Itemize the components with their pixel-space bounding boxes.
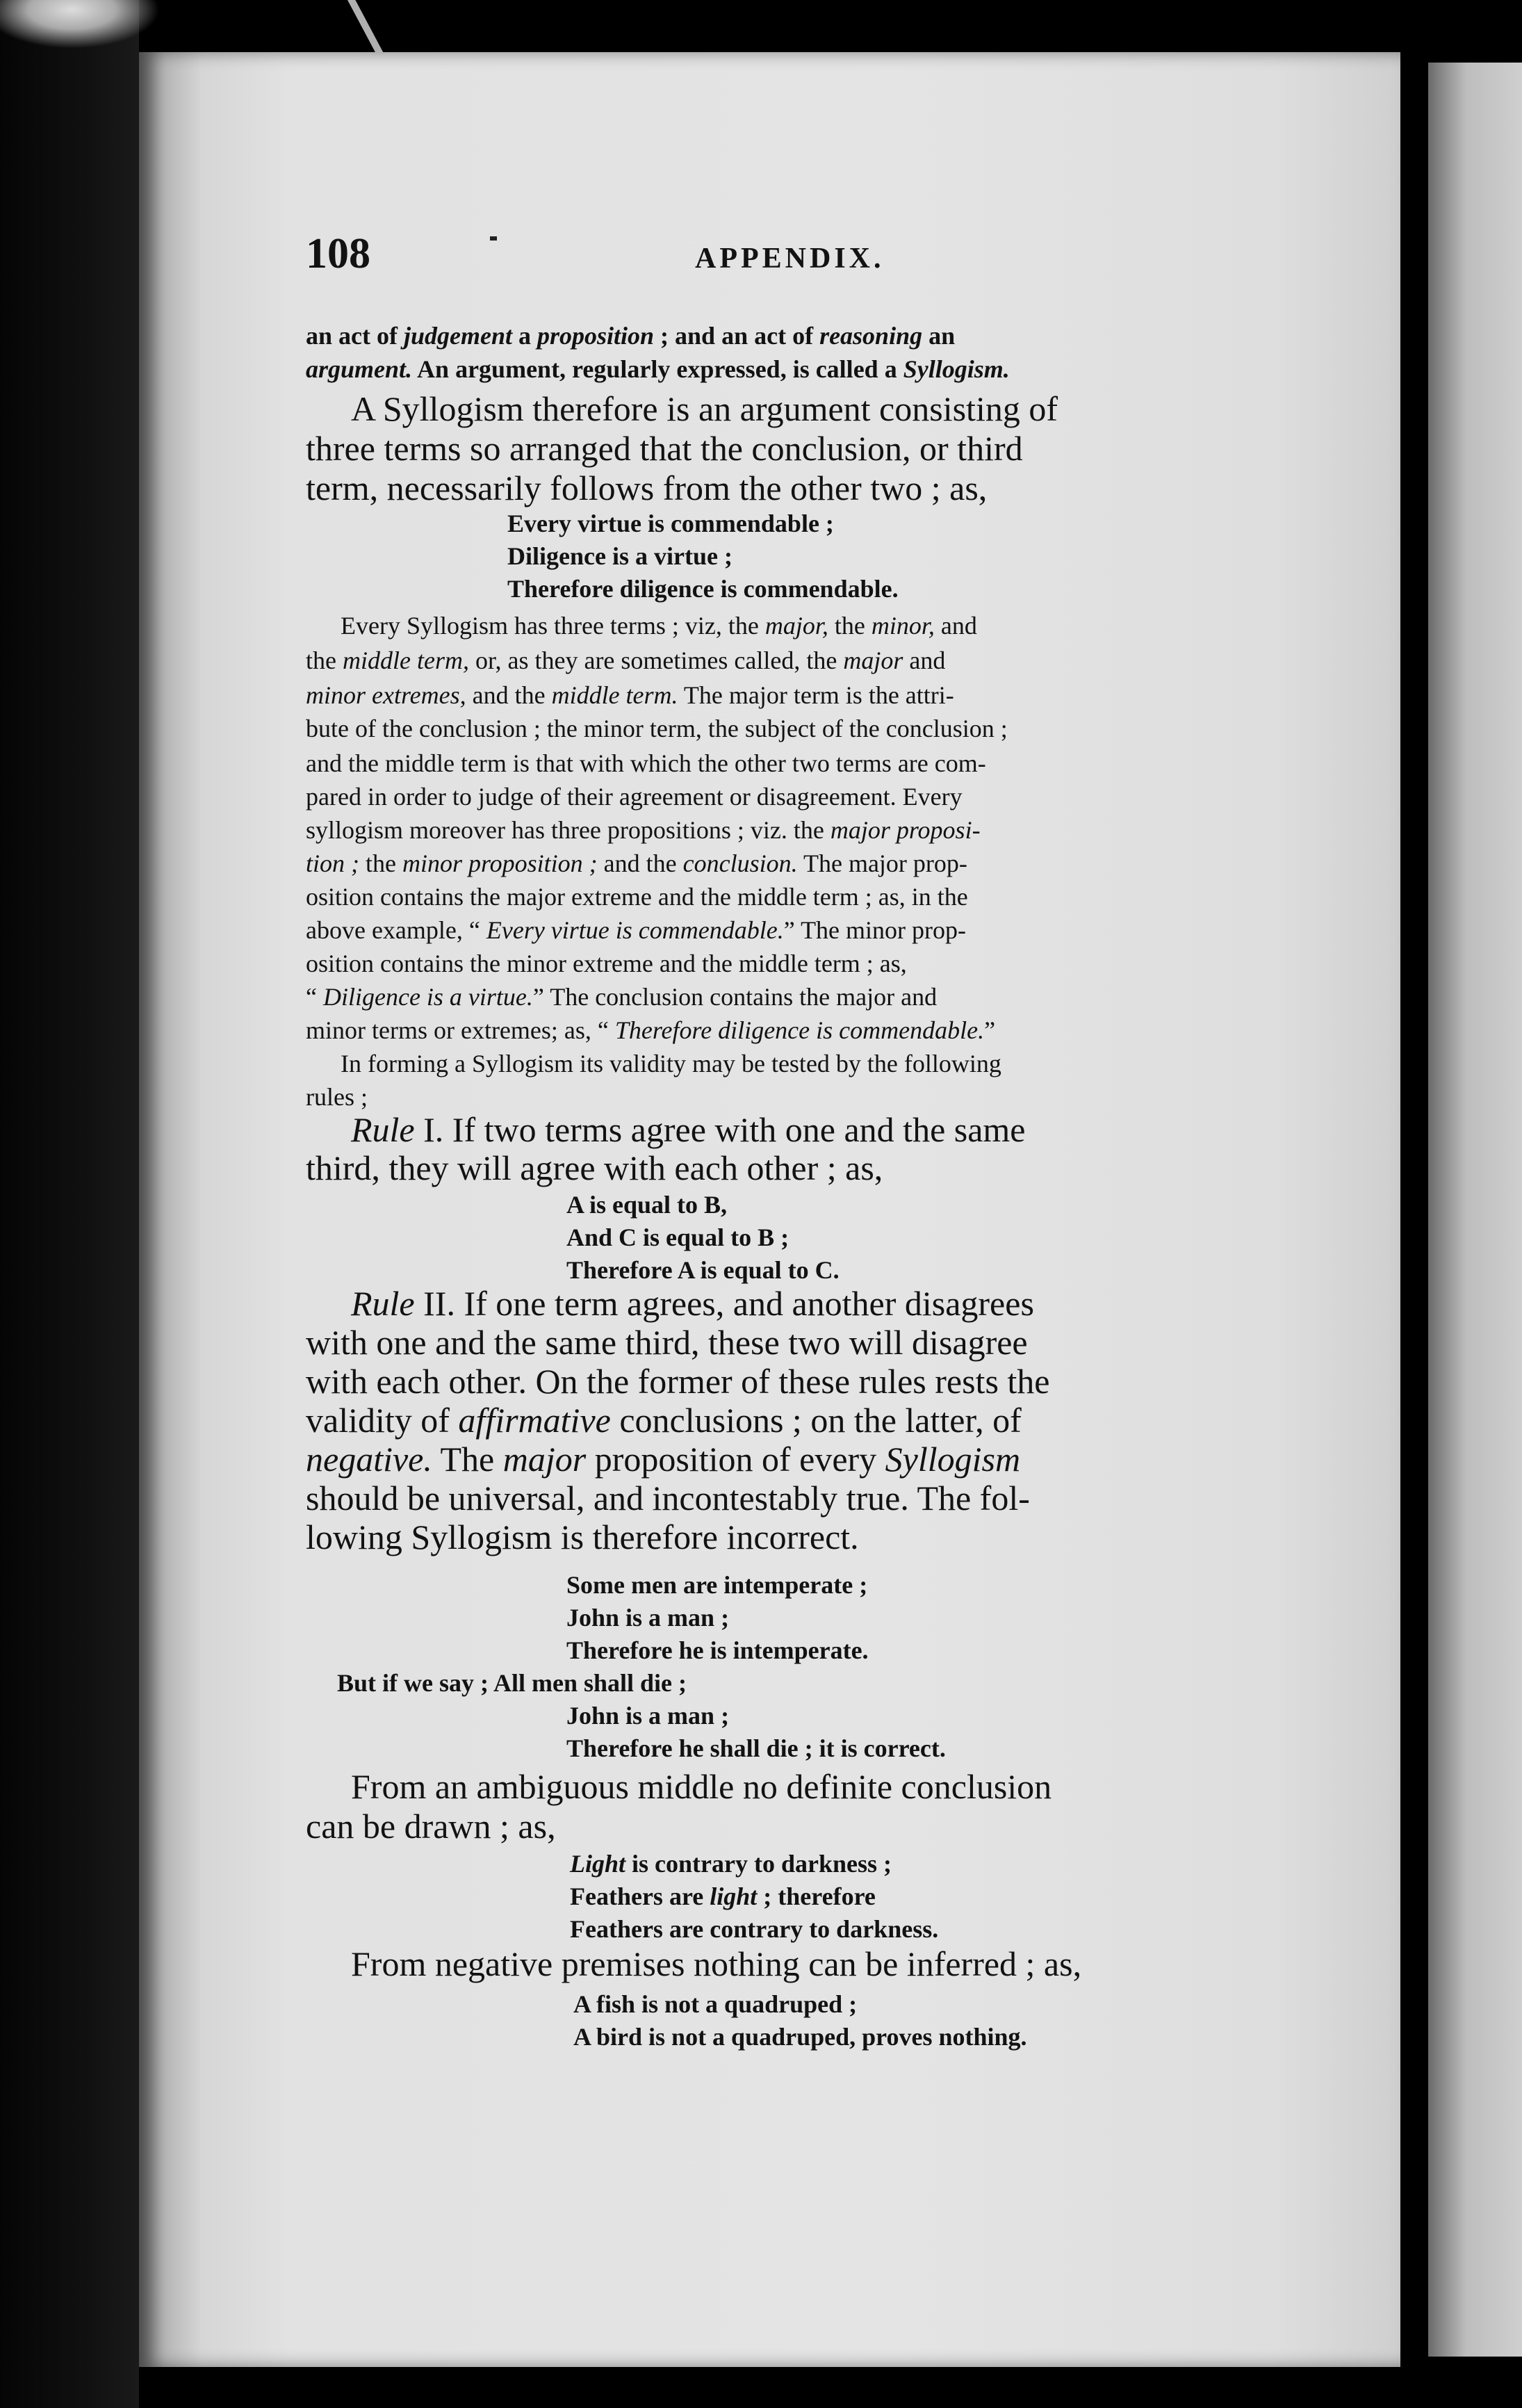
- text-segment: Therefore he is intemperate.: [566, 1636, 869, 1664]
- italic-text: Syllogism: [885, 1440, 1021, 1479]
- example-line: [507, 576, 899, 601]
- italic-text: major,: [764, 612, 828, 640]
- text-segment: I. If two terms agree with one and the same: [414, 1110, 1026, 1149]
- facing-page-edge: [1428, 63, 1522, 2357]
- example-line: [566, 1192, 727, 1217]
- text-segment: or, as they are sometimes called, the: [468, 646, 844, 674]
- text-line: [306, 1403, 1022, 1438]
- italic-text: minor extremes,: [306, 681, 466, 709]
- text-segment: and the middle term is that with which the other two terms are com-: [306, 749, 986, 777]
- example-line: [337, 1670, 687, 1695]
- example-line: [570, 1884, 876, 1909]
- text-line: [306, 1479, 1030, 1518]
- text-segment: with one and the same third, these two will disagree: [306, 1323, 1028, 1362]
- italic-text: middle term,: [342, 646, 469, 674]
- text-line: [306, 1084, 368, 1109]
- example-line: [570, 1851, 892, 1876]
- italic-text: middle term.: [551, 681, 678, 709]
- rule-line: [351, 1286, 1034, 1321]
- italic-text: Therefore diligence is commendable.: [614, 1016, 985, 1044]
- page-gutter: [1400, 0, 1428, 2408]
- running-head: APPENDIX.: [695, 243, 885, 275]
- example-line: [566, 1258, 840, 1283]
- page-number: 108: [306, 230, 370, 277]
- example-line: [570, 1917, 938, 1942]
- text-line: [306, 1520, 859, 1554]
- text-line: [306, 817, 981, 843]
- text-segment: In forming a Syllogism its validity may be tested by the following: [341, 1050, 1001, 1077]
- italic-text: light: [710, 1882, 758, 1910]
- italic-text: minor proposition ;: [402, 849, 598, 877]
- italic-text: minor,: [871, 612, 935, 640]
- text-segment: the: [359, 849, 402, 877]
- text-segment: osition contains the minor extreme and the middle term ; as,: [306, 950, 907, 977]
- text-line: [306, 1440, 1021, 1479]
- text-line: [306, 1150, 883, 1185]
- text-line: [306, 1809, 556, 1844]
- text-segment: should be universal, and incontestably true. The fol-: [306, 1479, 1030, 1518]
- text-segment: The major term is the attri-: [678, 681, 954, 709]
- text-segment: the: [306, 646, 343, 674]
- text-segment: bute of the conclusion ; the minor term, the subject of the conclusion ;: [306, 715, 1008, 742]
- example-line: [566, 1605, 729, 1630]
- text-segment: the: [828, 612, 872, 640]
- text-segment: ; and an act of: [654, 322, 820, 350]
- text-segment: proposition of every: [586, 1440, 885, 1479]
- italic-text: Rule: [351, 1284, 415, 1323]
- text-segment: an: [922, 322, 956, 350]
- text-line: [306, 357, 1010, 382]
- text-segment: “: [306, 983, 323, 1011]
- example-line: [507, 511, 834, 536]
- italic-text: Light: [570, 1850, 626, 1878]
- text-segment: Every virtue is commendable ;: [507, 510, 834, 537]
- italic-text: judgement: [403, 322, 512, 350]
- text-segment: ”: [984, 1016, 996, 1044]
- text-line: [306, 1018, 995, 1043]
- text-segment: Feathers are: [570, 1882, 710, 1910]
- text-line: [306, 784, 963, 809]
- italic-text: Diligence is a virtue.: [322, 983, 533, 1011]
- text-line: [306, 1325, 1028, 1360]
- text-segment: A Syllogism therefore is an argument consisting of: [351, 389, 1058, 428]
- text-line: [341, 1051, 1001, 1076]
- text-segment: Diligence is a virtue ;: [507, 542, 733, 570]
- italic-text: negative.: [306, 1440, 432, 1479]
- text-segment: A is equal to B,: [566, 1191, 728, 1219]
- text-segment: Therefore he shall die ; it is correct.: [566, 1734, 946, 1762]
- text-segment: and: [934, 612, 977, 640]
- text-segment: an act of: [306, 322, 404, 350]
- text-segment: term, necessarily follows from the other two ; as,: [306, 469, 988, 507]
- text-segment: can be drawn ; as,: [306, 1807, 556, 1846]
- text-segment: pared in order to judge of their agreement or disagreement. Every: [306, 783, 963, 811]
- text-segment: conclusions ; on the latter, of: [610, 1401, 1022, 1440]
- text-line: [306, 851, 967, 876]
- italic-text: tion ;: [306, 849, 359, 877]
- text-segment: A bird is not a quadruped, proves nothing.: [573, 2023, 1027, 2051]
- text-line: [306, 683, 954, 708]
- text-line: [306, 716, 1008, 741]
- italic-text: major: [502, 1440, 587, 1479]
- text-line: [306, 1364, 1049, 1399]
- text-line: [306, 984, 937, 1009]
- text-segment: and: [903, 646, 946, 674]
- text-segment: third, they will agree with each other ; as,: [306, 1148, 883, 1187]
- text-segment: From an ambiguous middle no definite conclusion: [351, 1767, 1052, 1806]
- text-segment: with each other. On the former of these rules rests the: [306, 1362, 1050, 1401]
- text-segment: Some men are intemperate ;: [566, 1571, 868, 1599]
- text-line: [306, 951, 907, 976]
- text-line: [306, 431, 1023, 466]
- text-line: [306, 648, 945, 673]
- italic-text: argument.: [306, 355, 413, 383]
- example-line: [566, 1225, 789, 1250]
- example-line: [566, 1638, 869, 1663]
- example-line: [566, 1703, 729, 1728]
- text-segment: Therefore A is equal to C.: [566, 1256, 840, 1284]
- text-segment: An argument, regularly expressed, is called a: [412, 355, 903, 383]
- text-line: [306, 918, 966, 943]
- text-line: [306, 751, 986, 776]
- text-segment: And C is equal to B ;: [566, 1223, 789, 1251]
- text-segment: and the: [597, 849, 683, 877]
- text-segment: rules ;: [306, 1083, 368, 1111]
- text-segment: and the: [466, 681, 552, 709]
- text-segment: But if we say ; All men shall die ;: [337, 1669, 687, 1697]
- scan-left-edge: [0, 0, 139, 2408]
- text-line: [351, 1946, 1081, 1981]
- italic-text: Syllogism.: [903, 355, 1010, 383]
- text-segment: minor terms or extremes; as, “: [306, 1016, 615, 1044]
- italic-text: Every virtue is commendable.: [486, 916, 784, 944]
- text-segment: osition contains the major extreme and the middle term ; as, in the: [306, 883, 968, 911]
- italic-text: affirmative: [458, 1401, 611, 1440]
- text-line: [306, 884, 968, 909]
- example-line: [566, 1572, 867, 1597]
- text-segment: ; therefore: [757, 1882, 876, 1910]
- text-line: [306, 323, 955, 348]
- text-segment: John is a man ;: [566, 1604, 730, 1632]
- example-line: [573, 2024, 1027, 2049]
- italic-text: proposition: [537, 322, 655, 350]
- text-segment: ” The conclusion contains the major and: [532, 983, 938, 1011]
- example-line: [573, 1992, 857, 2017]
- text-segment: lowing Syllogism is therefore incorrect.: [306, 1518, 859, 1556]
- text-segment: three terms so arranged that the conclusion, or third: [306, 429, 1023, 468]
- text-segment: John is a man ;: [566, 1702, 730, 1730]
- italic-text: Rule: [351, 1110, 415, 1149]
- text-segment: A fish is not a quadruped ;: [573, 1990, 858, 2018]
- text-segment: The: [432, 1440, 503, 1479]
- text-segment: From negative premises nothing can be inferred ; as,: [351, 1944, 1082, 1983]
- text-segment: ” The minor prop-: [783, 916, 966, 944]
- text-segment: The major prop-: [797, 849, 967, 877]
- italic-text: major proposi-: [830, 816, 981, 844]
- text-segment: validity of: [306, 1401, 459, 1440]
- text-segment: above example, “: [306, 916, 486, 944]
- text-line: [341, 613, 977, 638]
- page-header: [306, 229, 1251, 285]
- text-segment: Therefore diligence is commendable.: [507, 575, 899, 603]
- text-segment: Feathers are contrary to darkness.: [570, 1915, 939, 1943]
- text-segment: II. If one term agrees, and another disagrees: [414, 1284, 1034, 1323]
- text-line: [306, 471, 987, 505]
- text-segment: Every Syllogism has three terms ; viz, the: [341, 612, 765, 640]
- italic-text: reasoning: [819, 322, 923, 350]
- italic-text: major: [843, 646, 903, 674]
- text-line: [351, 1769, 1052, 1804]
- text-segment: is contrary to darkness ;: [625, 1850, 892, 1878]
- example-line: [507, 544, 733, 569]
- text-segment: syllogism moreover has three propositions ; viz. the: [306, 816, 830, 844]
- rule-line: [351, 1112, 1026, 1147]
- text-line: [351, 391, 1058, 426]
- text-segment: a: [512, 322, 537, 350]
- print-mark: [490, 236, 497, 241]
- italic-text: conclusion.: [682, 849, 798, 877]
- example-line: [566, 1736, 946, 1761]
